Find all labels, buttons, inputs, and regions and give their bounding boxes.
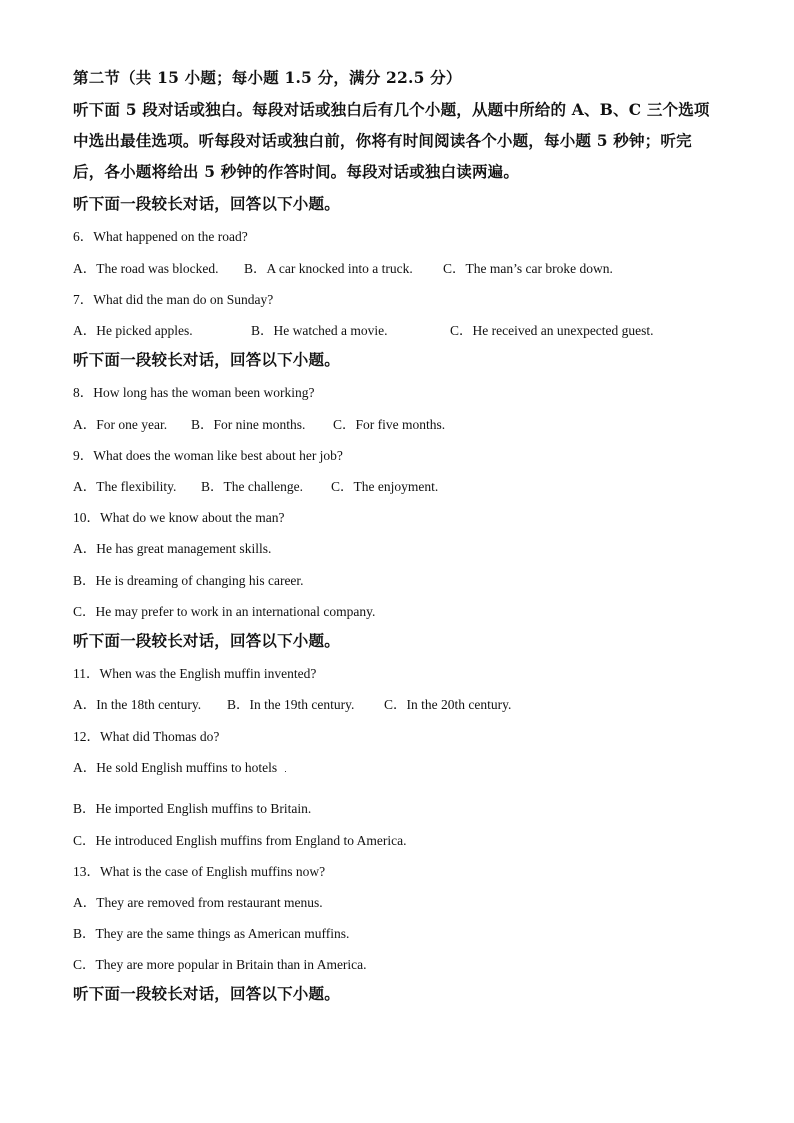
dialogue-prompt-1: 听下面一段较长对话，回答以下小题。 — [73, 194, 340, 213]
instructions-line-3: 后，各小题将给出 5 秒钟的作答时间。每段对话或独白读两遍。 — [73, 162, 520, 181]
question-6-option-a: A．The road was blocked. — [73, 261, 219, 276]
question-8-options — [73, 413, 445, 433]
question-12-stem: 12．What did Thomas do? — [73, 729, 220, 744]
question-9-option-b: B．The challenge. — [201, 479, 303, 494]
question-8-stem: 8．How long has the woman been working? — [73, 385, 315, 400]
question-11-stem: 11．When was the English muffin invented? — [73, 666, 317, 681]
question-7-stem: 7．What did the man do on Sunday? — [73, 292, 274, 307]
question-11-option-a: A．In the 18th century. — [73, 697, 202, 712]
question-6-options — [73, 257, 613, 277]
question-7-option-b: B．He watched a movie. — [251, 323, 388, 338]
question-7-options — [73, 319, 654, 339]
question-13-option-a: A．They are removed from restaurant menus. — [73, 895, 323, 910]
question-11-options — [73, 693, 511, 713]
question-11-option-b: B．In the 19th century. — [227, 697, 355, 712]
dialogue-prompt-2: 听下面一段较长对话，回答以下小题。 — [73, 350, 340, 369]
question-13-option-c: C．They are more popular in Britain than in America. — [73, 957, 367, 972]
question-11-option-c: C．In the 20th century. — [384, 697, 512, 712]
dialogue-prompt-4: 听下面一段较长对话，回答以下小题。 — [73, 984, 340, 1003]
question-6-option-b: B．A car knocked into a truck. — [244, 261, 413, 276]
question-9-stem: 9．What does the woman like best about her job? — [73, 448, 343, 463]
question-10-option-c: C．He may prefer to work in an international company. — [73, 604, 376, 619]
instructions-line-1: 听下面 5 段对话或独白。每段对话或独白后有几个小题，从题中所给的 A、B、C 三个选项 — [73, 100, 710, 119]
question-13-stem: 13．What is the case of English muffins now? — [73, 864, 326, 879]
question-12-option-b: B．He imported English muffins to Britain. — [73, 801, 312, 816]
question-9-option-a: A．The flexibility. — [73, 479, 177, 494]
question-12-option-a: A．He sold English muffins to hotels — [73, 760, 278, 775]
question-8-option-a: A．For one year. — [73, 417, 168, 432]
question-7-option-c: C．He received an unexpected guest. — [450, 323, 654, 338]
question-12-option-c: C．He introduced English muffins from England to America. — [73, 833, 407, 848]
question-6-option-c: C．The man’s car broke down. — [443, 261, 613, 276]
question-9-option-c: C．The enjoyment. — [331, 479, 439, 494]
question-6-stem: 6．What happened on the road? — [73, 229, 248, 244]
dialogue-prompt-3: 听下面一段较长对话，回答以下小题。 — [73, 631, 340, 650]
section-header: 第二节（共 15 小题；每小题 1.5 分，满分 22.5 分） — [73, 68, 462, 87]
question-10-option-b: B．He is dreaming of changing his career. — [73, 573, 304, 588]
question-7-option-a: A．He picked apples. — [73, 323, 193, 338]
question-8-option-c: C．For five months. — [333, 417, 446, 432]
question-10-stem: 10．What do we know about the man? — [73, 510, 285, 525]
question-8-option-b: B．For nine months. — [191, 417, 306, 432]
stray-mark — [285, 771, 286, 772]
question-10-option-a: A．He has great management skills. — [73, 541, 272, 556]
instructions-line-2: 中选出最佳选项。听每段对话或独白前，你将有时间阅读各个小题，每小题 5 秒钟；听完 — [73, 131, 692, 150]
question-9-options — [73, 475, 438, 495]
question-13-option-b: B．They are the same things as American muffins. — [73, 926, 350, 941]
